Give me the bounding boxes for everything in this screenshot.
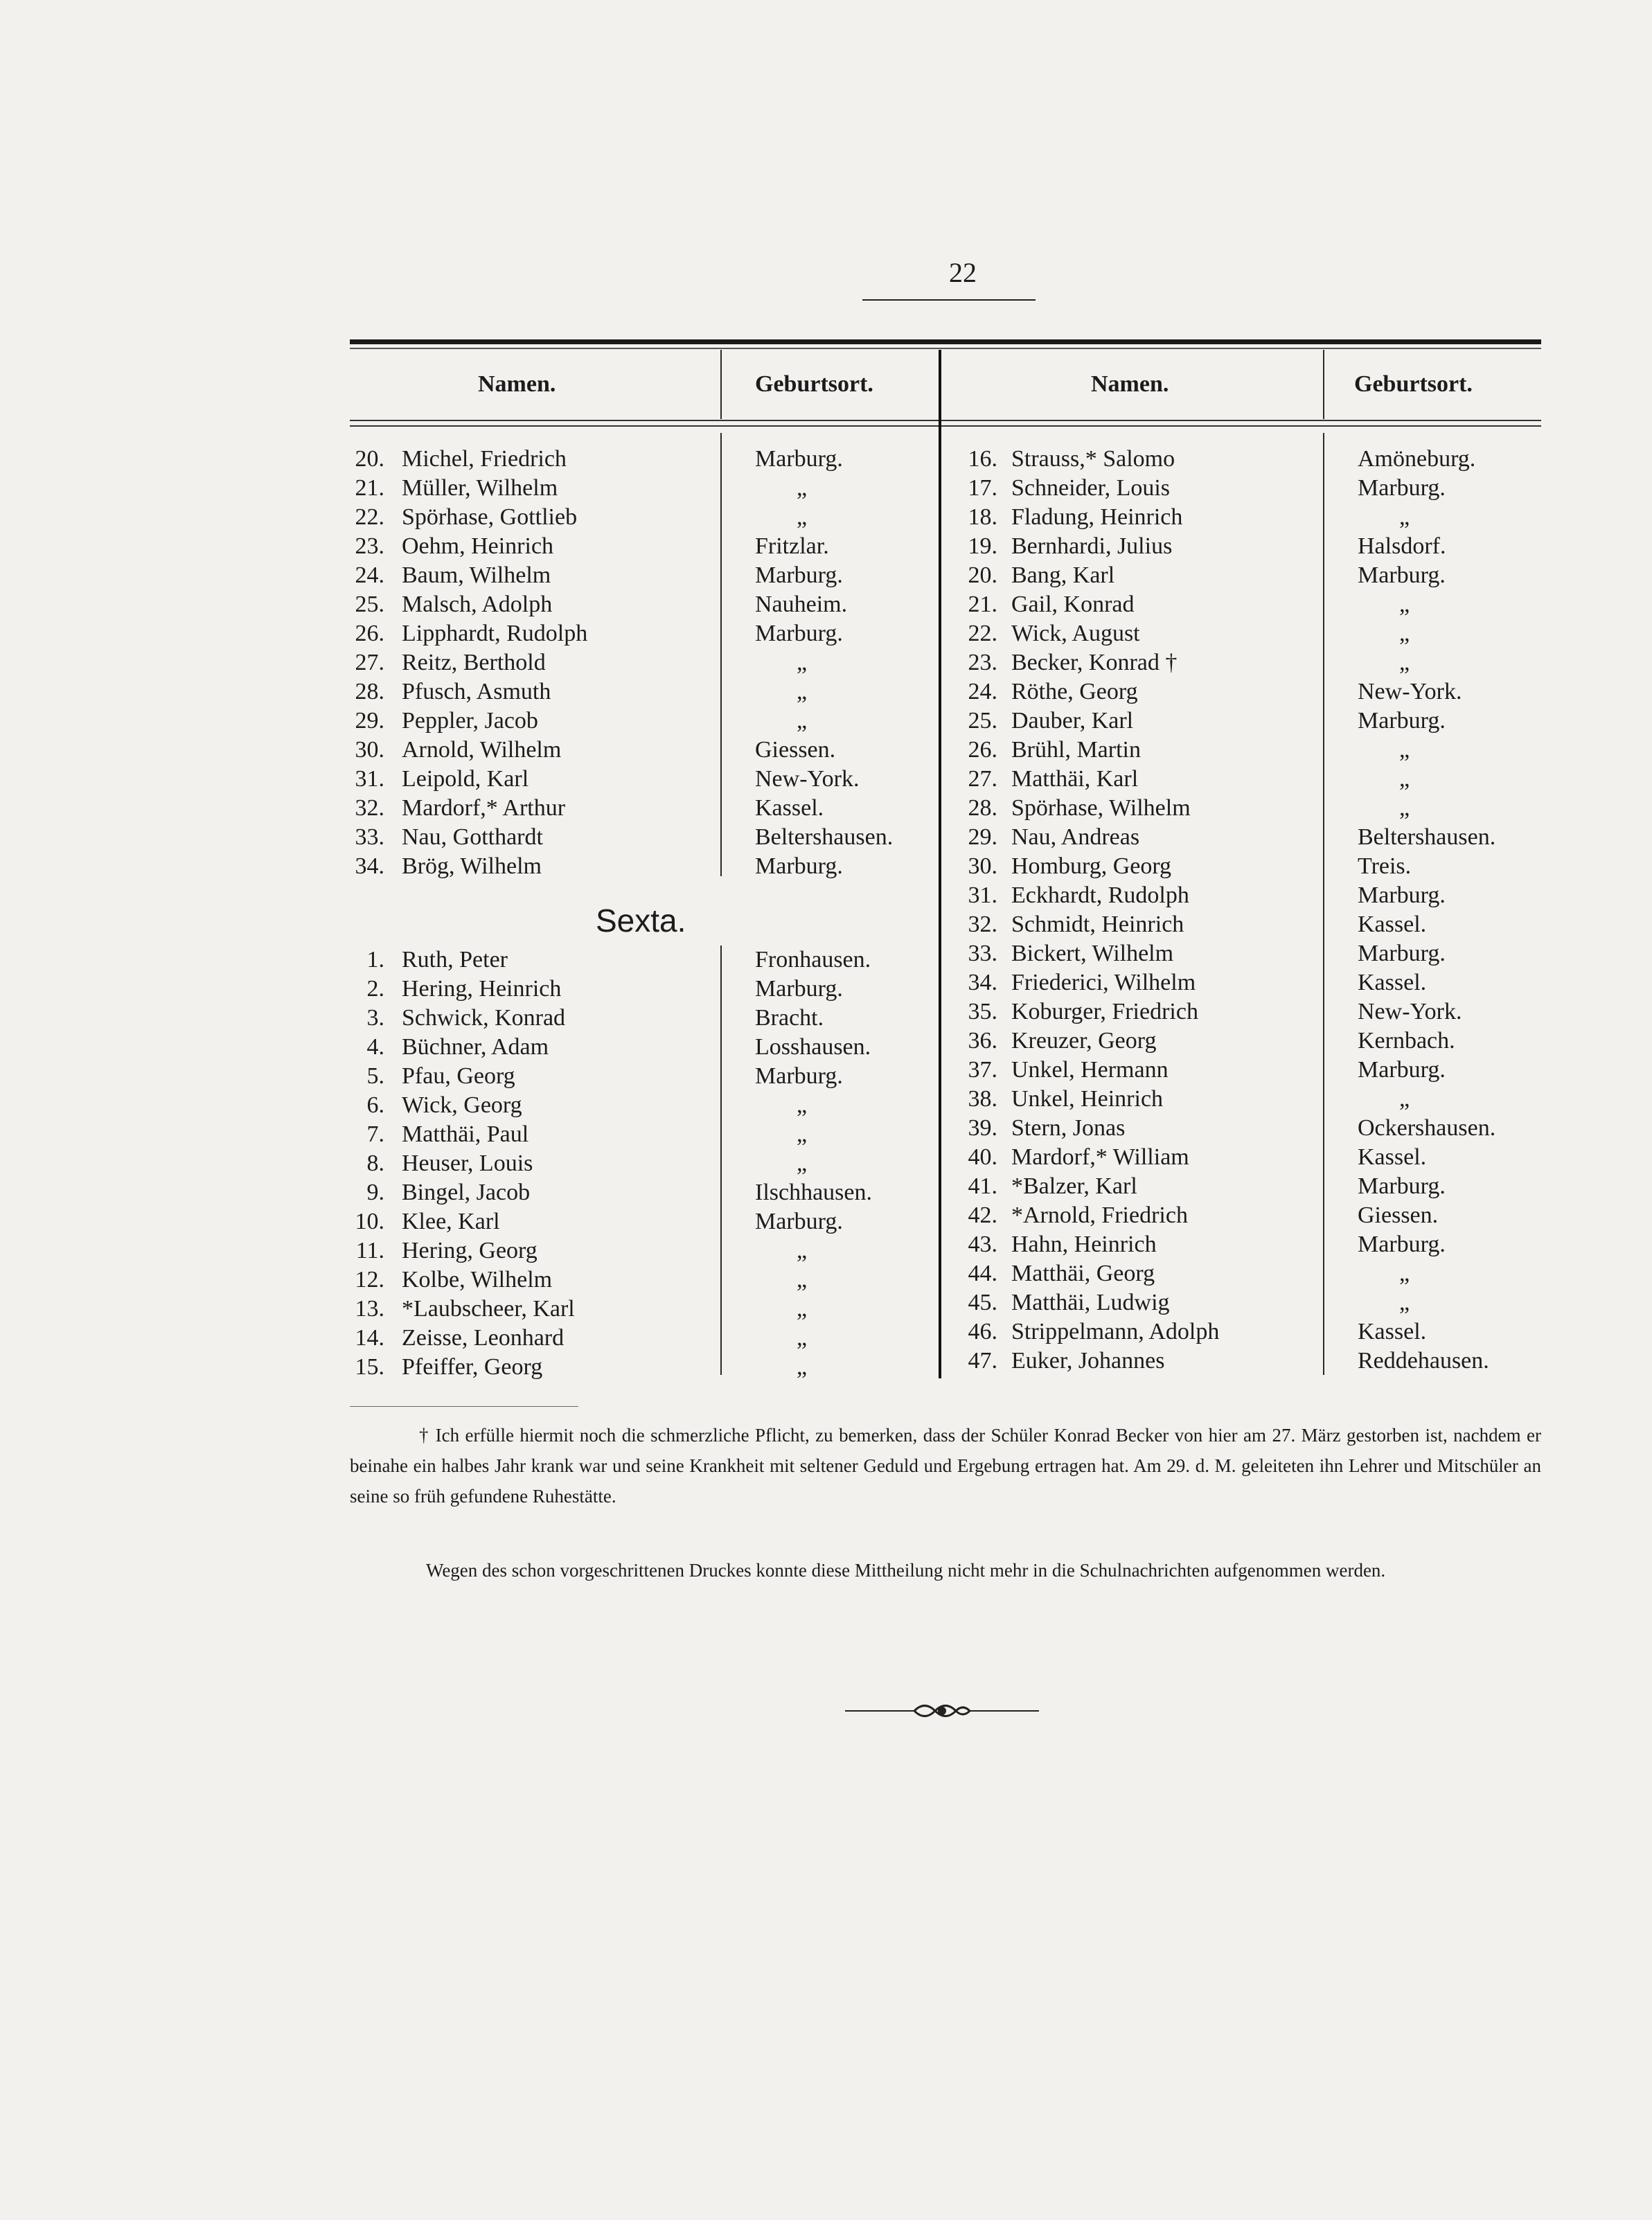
table-row bbox=[0, 939, 1652, 968]
entry-number: 10. bbox=[355, 1209, 384, 1234]
table-row bbox=[0, 1027, 1652, 1056]
birthplace: Giessen. bbox=[755, 737, 836, 763]
entry-number: 46. bbox=[968, 1319, 997, 1344]
table-row bbox=[0, 1259, 1652, 1288]
birthplace: Beltershausen. bbox=[755, 824, 894, 850]
entry-number: 24. bbox=[968, 679, 997, 704]
birthplace: Kernbach. bbox=[1358, 1028, 1455, 1054]
entry-number: 47. bbox=[968, 1348, 997, 1374]
entry-number: 34. bbox=[355, 853, 384, 879]
table-row bbox=[0, 1201, 1652, 1230]
table-row bbox=[0, 823, 1652, 852]
table-row bbox=[0, 1230, 1652, 1259]
section-heading-sexta: Sexta. bbox=[596, 903, 686, 939]
entry-number: 36. bbox=[968, 1028, 997, 1054]
birthplace: „ bbox=[797, 679, 808, 704]
entry-number: 29. bbox=[968, 824, 997, 850]
table-row bbox=[0, 474, 1652, 503]
entry-number: 18. bbox=[968, 504, 997, 530]
ornament-divider bbox=[838, 1697, 1046, 1725]
table-row bbox=[0, 1347, 1652, 1376]
student-name: Schmidt, Heinrich bbox=[1011, 912, 1184, 937]
table-row bbox=[0, 968, 1652, 997]
table-row bbox=[0, 619, 1652, 648]
birthplace: Reddehausen. bbox=[1358, 1348, 1489, 1374]
birthplace: „ bbox=[797, 1267, 808, 1293]
birthplace: „ bbox=[797, 650, 808, 675]
entry-number: 40. bbox=[968, 1144, 997, 1170]
entry-number: 25. bbox=[355, 592, 384, 617]
student-name: Pfau, Georg bbox=[402, 1063, 515, 1089]
entry-number: 33. bbox=[968, 941, 997, 966]
table-row bbox=[0, 561, 1652, 590]
student-name: Schneider, Louis bbox=[1011, 475, 1171, 501]
birthplace: Marburg. bbox=[755, 621, 843, 646]
student-name: Spörhase, Gottlieb bbox=[402, 504, 578, 530]
entry-number: 28. bbox=[355, 679, 384, 704]
birthplace: Amöneburg. bbox=[1358, 446, 1476, 472]
entry-number: 15. bbox=[355, 1354, 384, 1380]
entry-number: 41. bbox=[968, 1173, 997, 1199]
student-name: Klee, Karl bbox=[402, 1209, 500, 1234]
student-name: Unkel, Hermann bbox=[1011, 1057, 1169, 1083]
table-row bbox=[0, 794, 1652, 823]
table-row bbox=[0, 736, 1652, 765]
birthplace: Kassel. bbox=[755, 795, 824, 821]
note-text: Wegen des schon vorgeschrittenen Druckes konnte diese Mittheilung nicht mehr in die Schulnachrichten aufgenommen werden. bbox=[426, 1560, 1386, 1581]
student-name: Hahn, Heinrich bbox=[1011, 1232, 1157, 1257]
birthplace: Kassel. bbox=[1358, 970, 1427, 995]
page-number: 22 bbox=[949, 257, 977, 288]
birthplace: Marburg. bbox=[1358, 708, 1446, 734]
entry-number: 22. bbox=[355, 504, 384, 530]
student-name: Bernhardi, Julius bbox=[1011, 533, 1173, 559]
entry-number: 8. bbox=[366, 1151, 384, 1176]
birthplace: „ bbox=[1399, 592, 1410, 617]
entry-number: 3. bbox=[366, 1005, 384, 1031]
student-name: Heuser, Louis bbox=[402, 1151, 533, 1176]
student-name: *Laubscheer, Karl bbox=[402, 1296, 575, 1322]
entry-number: 21. bbox=[968, 592, 997, 617]
student-name: Strippelmann, Adolph bbox=[1011, 1319, 1220, 1344]
entry-number: 42. bbox=[968, 1202, 997, 1228]
table-top-rule-thin bbox=[350, 348, 1541, 349]
entry-number: 6. bbox=[366, 1092, 384, 1118]
birthplace: Marburg. bbox=[1358, 941, 1446, 966]
student-name: Stern, Jonas bbox=[1011, 1115, 1126, 1141]
entry-number: 5. bbox=[366, 1063, 384, 1089]
student-name: Kolbe, Wilhelm bbox=[402, 1267, 553, 1293]
student-name: Oehm, Heinrich bbox=[402, 533, 554, 559]
entry-number: 28. bbox=[968, 795, 997, 821]
entry-number: 35. bbox=[968, 999, 997, 1024]
entry-number: 43. bbox=[968, 1232, 997, 1257]
student-name: Ruth, Peter bbox=[402, 947, 508, 973]
birthplace: Marburg. bbox=[755, 562, 843, 588]
student-name: Spörhase, Wilhelm bbox=[1011, 795, 1191, 821]
birthplace: Ockershausen. bbox=[1358, 1115, 1496, 1141]
entry-number: 45. bbox=[968, 1290, 997, 1315]
entry-number: 44. bbox=[968, 1261, 997, 1286]
student-name: Peppler, Jacob bbox=[402, 708, 538, 734]
table-top-rule bbox=[350, 339, 1541, 344]
student-name: Hering, Heinrich bbox=[402, 976, 562, 1002]
birthplace: Kassel. bbox=[1358, 1319, 1427, 1344]
header-left-place: Geburtsort. bbox=[755, 371, 873, 397]
birthplace: „ bbox=[797, 1354, 808, 1380]
header-bottom-rule-2 bbox=[350, 425, 1541, 427]
birthplace: Marburg. bbox=[1358, 882, 1446, 908]
entry-number: 9. bbox=[366, 1180, 384, 1205]
student-name: *Balzer, Karl bbox=[1011, 1173, 1137, 1199]
birthplace: „ bbox=[797, 1151, 808, 1176]
student-name: Pfeiffer, Georg bbox=[402, 1354, 543, 1380]
student-name: Pfusch, Asmuth bbox=[402, 679, 551, 704]
table-row bbox=[0, 677, 1652, 707]
student-name: Reitz, Berthold bbox=[402, 650, 546, 675]
entry-number: 1. bbox=[366, 947, 384, 973]
birthplace: Bracht. bbox=[755, 1005, 824, 1031]
birthplace: „ bbox=[1399, 1290, 1410, 1315]
footnote-rule bbox=[350, 1406, 578, 1407]
birthplace: Marburg. bbox=[1358, 1057, 1446, 1083]
entry-number: 23. bbox=[355, 533, 384, 559]
student-name: Gail, Konrad bbox=[1011, 592, 1135, 617]
entry-number: 24. bbox=[355, 562, 384, 588]
student-name: Nau, Andreas bbox=[1011, 824, 1140, 850]
entry-number: 38. bbox=[968, 1086, 997, 1112]
birthplace: Kassel. bbox=[1358, 1144, 1427, 1170]
birthplace: „ bbox=[797, 1296, 808, 1322]
birthplace: New-York. bbox=[1358, 679, 1462, 704]
entry-number: 31. bbox=[968, 882, 997, 908]
entry-number: 31. bbox=[355, 766, 384, 792]
entry-number: 20. bbox=[968, 562, 997, 588]
birthplace: „ bbox=[1399, 1086, 1410, 1112]
table-row bbox=[0, 765, 1652, 794]
student-name: Leipold, Karl bbox=[402, 766, 529, 792]
entry-number: 26. bbox=[968, 737, 997, 763]
birthplace: Marburg. bbox=[1358, 1232, 1446, 1257]
table-row bbox=[0, 1056, 1652, 1085]
birthplace: „ bbox=[797, 708, 808, 734]
birthplace: Marburg. bbox=[1358, 562, 1446, 588]
birthplace: „ bbox=[1399, 621, 1410, 646]
student-name: Matthäi, Karl bbox=[1011, 766, 1139, 792]
header-left-names: Namen. bbox=[478, 371, 556, 397]
student-name: Matthäi, Ludwig bbox=[1011, 1290, 1170, 1315]
student-name: Matthäi, Georg bbox=[1011, 1261, 1155, 1286]
entry-number: 13. bbox=[355, 1296, 384, 1322]
birthplace: Marburg. bbox=[1358, 475, 1446, 501]
student-name: Kreuzer, Georg bbox=[1011, 1028, 1157, 1054]
student-name: Becker, Konrad † bbox=[1011, 650, 1178, 675]
table-row bbox=[0, 1114, 1652, 1143]
student-name: Wick, Georg bbox=[402, 1092, 522, 1118]
birthplace: „ bbox=[797, 1238, 808, 1263]
table-row bbox=[0, 590, 1652, 619]
entry-number: 20. bbox=[355, 446, 384, 472]
entry-number: 21. bbox=[355, 475, 384, 501]
birthplace: Losshausen. bbox=[755, 1034, 871, 1060]
student-name: Brühl, Martin bbox=[1011, 737, 1141, 763]
table-row bbox=[0, 1172, 1652, 1201]
birthplace: „ bbox=[1399, 1261, 1410, 1286]
entry-number: 29. bbox=[355, 708, 384, 734]
birthplace: New-York. bbox=[1358, 999, 1462, 1024]
entry-number: 37. bbox=[968, 1057, 997, 1083]
entry-number: 30. bbox=[968, 853, 997, 879]
column-divider bbox=[720, 350, 722, 419]
student-name: Malsch, Adolph bbox=[402, 592, 553, 617]
student-name: Nau, Gotthardt bbox=[402, 824, 543, 850]
table-row bbox=[0, 881, 1652, 910]
student-name: Friederici, Wilhelm bbox=[1011, 970, 1196, 995]
student-name: Müller, Wilhelm bbox=[402, 475, 558, 501]
entry-number: 27. bbox=[355, 650, 384, 675]
student-name: Schwick, Konrad bbox=[402, 1005, 566, 1031]
student-name: Zeisse, Leonhard bbox=[402, 1325, 565, 1351]
table-row bbox=[0, 1288, 1652, 1317]
page-number-rule bbox=[862, 299, 1036, 301]
student-name: Mardorf,* Arthur bbox=[402, 795, 566, 821]
entry-number: 33. bbox=[355, 824, 384, 850]
header-right-names: Namen. bbox=[1091, 371, 1169, 397]
student-name: Fladung, Heinrich bbox=[1011, 504, 1183, 530]
birthplace: Halsdorf. bbox=[1358, 533, 1446, 559]
column-divider bbox=[1323, 350, 1324, 419]
entry-number: 2. bbox=[366, 976, 384, 1002]
entry-number: 11. bbox=[355, 1238, 384, 1263]
student-name: Strauss,* Salomo bbox=[1011, 446, 1175, 472]
entry-number: 22. bbox=[968, 621, 997, 646]
student-name: Euker, Johannes bbox=[1011, 1348, 1165, 1374]
table-row bbox=[0, 532, 1652, 561]
student-name: Lipphardt, Rudolph bbox=[402, 621, 588, 646]
student-name: Röthe, Georg bbox=[1011, 679, 1138, 704]
student-name: Koburger, Friedrich bbox=[1011, 999, 1198, 1024]
table-row bbox=[0, 910, 1652, 939]
student-name: Arnold, Wilhelm bbox=[402, 737, 562, 763]
header-bottom-rule bbox=[350, 420, 1541, 421]
student-name: *Arnold, Friedrich bbox=[1011, 1202, 1188, 1228]
birthplace: Marburg. bbox=[755, 1063, 843, 1089]
student-name: Bang, Karl bbox=[1011, 562, 1115, 588]
entry-number: 17. bbox=[968, 475, 997, 501]
birthplace: „ bbox=[797, 504, 808, 530]
entry-number: 26. bbox=[355, 621, 384, 646]
student-name: Hering, Georg bbox=[402, 1238, 538, 1263]
entry-number: 23. bbox=[968, 650, 997, 675]
entry-number: 12. bbox=[355, 1267, 384, 1293]
student-name: Baum, Wilhelm bbox=[402, 562, 551, 588]
entry-number: 39. bbox=[968, 1115, 997, 1141]
student-name: Bingel, Jacob bbox=[402, 1180, 531, 1205]
entry-number: 30. bbox=[355, 737, 384, 763]
entry-number: 19. bbox=[968, 533, 997, 559]
table-row bbox=[0, 852, 1652, 881]
birthplace: Giessen. bbox=[1358, 1202, 1439, 1228]
birthplace: „ bbox=[797, 1092, 808, 1118]
birthplace: Beltershausen. bbox=[1358, 824, 1496, 850]
entry-number: 32. bbox=[355, 795, 384, 821]
birthplace: Ilschhausen. bbox=[755, 1180, 873, 1205]
student-name: Homburg, Georg bbox=[1011, 853, 1172, 879]
table-row bbox=[0, 1085, 1652, 1114]
birthplace: „ bbox=[797, 1121, 808, 1147]
student-name: Brög, Wilhelm bbox=[402, 853, 542, 879]
table-row bbox=[0, 707, 1652, 736]
student-name: Mardorf,* William bbox=[1011, 1144, 1189, 1170]
student-name: Bickert, Wilhelm bbox=[1011, 941, 1174, 966]
entry-number: 14. bbox=[355, 1325, 384, 1351]
table-row bbox=[0, 503, 1652, 532]
birthplace: New-York. bbox=[755, 766, 860, 792]
entry-number: 25. bbox=[968, 708, 997, 734]
student-name: Wick, August bbox=[1011, 621, 1140, 646]
entry-number: 34. bbox=[968, 970, 997, 995]
student-name: Michel, Friedrich bbox=[402, 446, 567, 472]
birthplace: Treis. bbox=[1358, 853, 1412, 879]
birthplace: „ bbox=[797, 1325, 808, 1351]
birthplace: Marburg. bbox=[755, 853, 843, 879]
footnote-text: † Ich erfülle hiermit noch die schmerzliche Pflicht, zu bemerken, dass der Schüler Konrad Becker von hier am 27. März gestorben ist, nachdem er beinahe ein halbes Jahr krank war und seine Krankheit mit seltener Geduld und Ergebung ertragen hat. Am 29. d. M. geleiteten ihn Lehrer und Mitschüler an seine so früh gefundene Ruhestätte. bbox=[350, 1425, 1541, 1507]
entry-number: 4. bbox=[366, 1034, 384, 1060]
table-row bbox=[0, 445, 1652, 474]
birthplace: Kassel. bbox=[1358, 912, 1427, 937]
birthplace: „ bbox=[1399, 504, 1410, 530]
birthplace: „ bbox=[1399, 650, 1410, 675]
birthplace: „ bbox=[797, 475, 808, 501]
entry-number: 16. bbox=[968, 446, 997, 472]
entry-number: 7. bbox=[366, 1121, 384, 1147]
birthplace: Marburg. bbox=[1358, 1173, 1446, 1199]
student-name: Büchner, Adam bbox=[402, 1034, 549, 1060]
student-name: Matthäi, Paul bbox=[402, 1121, 529, 1147]
header-right-place: Geburtsort. bbox=[1354, 371, 1473, 397]
birthplace: „ bbox=[1399, 795, 1410, 821]
birthplace: Marburg. bbox=[755, 1209, 843, 1234]
birthplace: Marburg. bbox=[755, 446, 843, 472]
birthplace: Fronhausen. bbox=[755, 947, 871, 973]
entry-number: 32. bbox=[968, 912, 997, 937]
entry-number: 27. bbox=[968, 766, 997, 792]
table-row bbox=[0, 1143, 1652, 1172]
table-row bbox=[0, 648, 1652, 677]
birthplace: Marburg. bbox=[755, 976, 843, 1002]
birthplace: Nauheim. bbox=[755, 592, 848, 617]
table-row bbox=[0, 997, 1652, 1027]
birthplace: „ bbox=[1399, 766, 1410, 792]
birthplace: Fritzlar. bbox=[755, 533, 829, 559]
student-name: Eckhardt, Rudolph bbox=[1011, 882, 1189, 908]
birthplace: „ bbox=[1399, 737, 1410, 763]
student-name: Dauber, Karl bbox=[1011, 708, 1134, 734]
table-row bbox=[0, 1317, 1652, 1347]
student-name: Unkel, Heinrich bbox=[1011, 1086, 1164, 1112]
